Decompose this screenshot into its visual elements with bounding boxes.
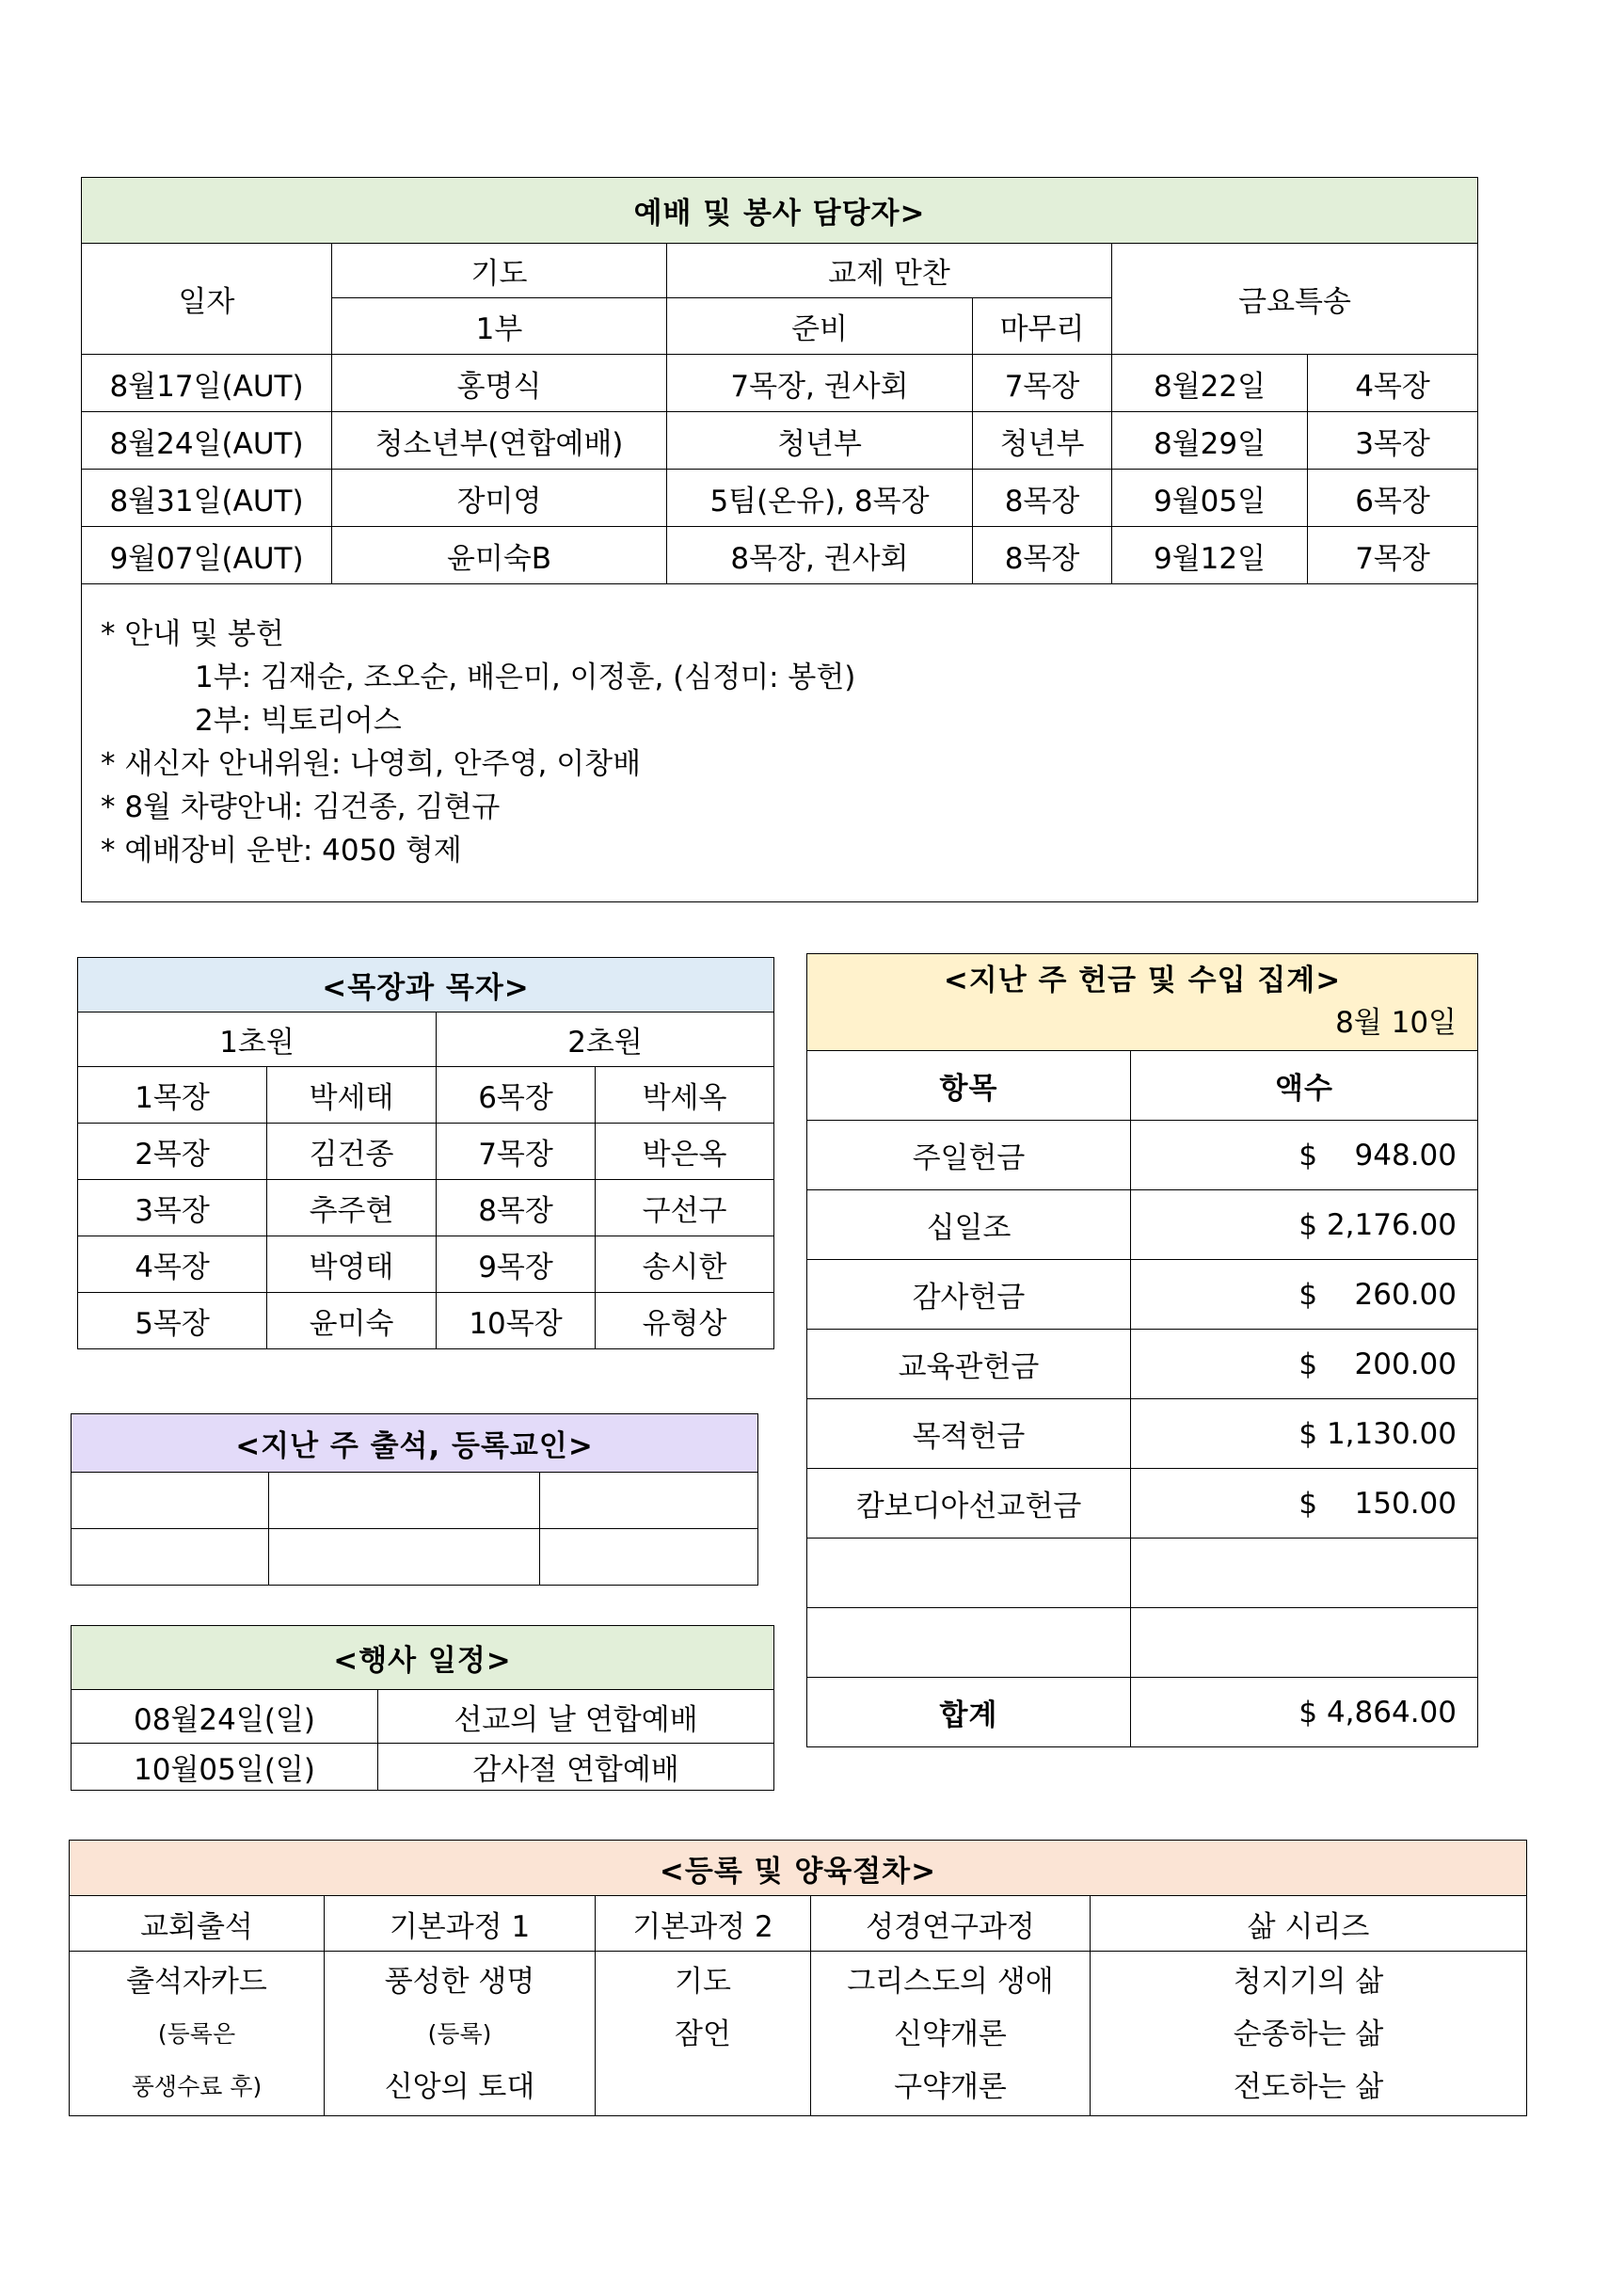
- cell: 장미영: [332, 470, 667, 527]
- offering-item: 주일헌금: [807, 1121, 1131, 1190]
- group-1: 1초원: [78, 1012, 437, 1067]
- cell: 윤미숙B: [332, 527, 667, 584]
- reg-item: 신약개론: [894, 2017, 1007, 2051]
- table-row: [807, 1469, 1478, 1539]
- cell: [540, 1529, 758, 1586]
- cell: [72, 1529, 269, 1586]
- cell: [807, 1608, 1131, 1678]
- registration-title: <등록 및 양육절차>: [70, 1841, 1527, 1896]
- table-row: [807, 1539, 1478, 1608]
- offering-item: 목적헌금: [807, 1399, 1131, 1469]
- worship-schedule-table: [81, 177, 1478, 902]
- reg-item: 청지기의 삶: [1233, 1965, 1384, 1999]
- cell: 6목장: [1308, 470, 1478, 527]
- cell: 추주현: [267, 1180, 437, 1236]
- cell: 9월07일(AUT): [82, 527, 332, 584]
- table-row: [82, 470, 1478, 527]
- reg-item: 잠언: [675, 2017, 731, 2051]
- header-finish: 마무리: [973, 298, 1112, 355]
- note-line: 2부: 빅토리어스: [195, 704, 402, 738]
- total-row: [807, 1678, 1478, 1747]
- cell: 윤미숙: [267, 1293, 437, 1349]
- table-row: [72, 1473, 758, 1529]
- cell: 7목장: [1308, 527, 1478, 584]
- table-row: [82, 412, 1478, 470]
- event-name: 감사절 연합예배: [378, 1744, 774, 1791]
- offering-item: 교육관헌금: [807, 1330, 1131, 1399]
- cell: 김건종: [267, 1124, 437, 1180]
- table-row: [807, 1399, 1478, 1469]
- reg-header: 교회출석: [70, 1896, 325, 1952]
- reg-header: 기본과정 1: [325, 1896, 596, 1952]
- reg-item: (등록은: [157, 2020, 236, 2048]
- event-name: 선교의 날 연합예배: [378, 1690, 774, 1744]
- cell: 4목장: [1308, 355, 1478, 412]
- reg-col-basic2: [596, 1952, 811, 2116]
- events-title: <행사 일정>: [72, 1626, 774, 1690]
- cell: 8목장: [437, 1180, 596, 1236]
- reg-header: 기본과정 2: [596, 1896, 811, 1952]
- note-line: * 새신자 안내위원: 나영희, 안주영, 이창배: [101, 747, 642, 781]
- cell: 9월05일: [1112, 470, 1308, 527]
- table-row: [78, 1180, 774, 1236]
- cell: 청년부: [973, 412, 1112, 470]
- cell: 7목장: [973, 355, 1112, 412]
- worship-title: 예배 및 봉사 담당자>: [82, 178, 1478, 244]
- reg-header: 삶 시리즈: [1091, 1896, 1527, 1952]
- table-row: [807, 1260, 1478, 1330]
- cell: 8목장, 권사회: [667, 527, 973, 584]
- total-value: $ 4,864.00: [1131, 1678, 1478, 1747]
- offering-table: [806, 953, 1478, 1747]
- reg-header: 성경연구과정: [811, 1896, 1091, 1952]
- cell: 8월29일: [1112, 412, 1308, 470]
- table-row: [807, 1330, 1478, 1399]
- table-row: [78, 1124, 774, 1180]
- cell: 유형상: [596, 1293, 774, 1349]
- offering-amount: $ 2,176.00: [1131, 1190, 1478, 1260]
- reg-col-life: [1091, 1952, 1527, 2116]
- note-line: 1부: 김재순, 조오순, 배은미, 이정훈, (심정미: 봉헌): [195, 661, 856, 694]
- table-row: [78, 1293, 774, 1349]
- cell: 8월22일: [1112, 355, 1308, 412]
- cell: [540, 1473, 758, 1529]
- offering-item: 감사헌금: [807, 1260, 1131, 1330]
- offering-amount: $ 150.00: [1131, 1469, 1478, 1539]
- table-row: [78, 1236, 774, 1293]
- table-row: [807, 1190, 1478, 1260]
- reg-item: 구약개론: [894, 2070, 1007, 2104]
- cell: 청년부: [667, 412, 973, 470]
- cell: [269, 1473, 540, 1529]
- cell: 8월31일(AUT): [82, 470, 332, 527]
- reg-item: 기도: [675, 1965, 731, 1999]
- cell: 홍명식: [332, 355, 667, 412]
- offering-title: <지난 주 헌금 및 수입 집계>: [943, 964, 1342, 997]
- cell: 3목장: [78, 1180, 267, 1236]
- offering-amount: $ 1,130.00: [1131, 1399, 1478, 1469]
- cell: 8목장: [973, 470, 1112, 527]
- offering-date: 8월 10일: [1335, 1006, 1457, 1040]
- table-row: [72, 1744, 774, 1791]
- table-row: [72, 1690, 774, 1744]
- reg-col-basic1: [325, 1952, 596, 2116]
- table-row: [807, 1121, 1478, 1190]
- event-date: 10월05일(일): [72, 1744, 378, 1791]
- offering-amount: $ 200.00: [1131, 1330, 1478, 1399]
- cell: 1목장: [78, 1067, 267, 1124]
- cell: 박세태: [267, 1067, 437, 1124]
- cell: 10목장: [437, 1293, 596, 1349]
- reg-item: 신앙의 토대: [384, 2070, 535, 2104]
- header-prayer-sub: 1부: [332, 298, 667, 355]
- table-row: [78, 1067, 774, 1124]
- table-row: [72, 1529, 758, 1586]
- registration-table: [69, 1840, 1527, 2116]
- event-date: 08월24일(일): [72, 1690, 378, 1744]
- cell: [807, 1539, 1131, 1608]
- offering-amount: $ 260.00: [1131, 1260, 1478, 1330]
- header-date: 일자: [82, 244, 332, 355]
- events-table: [71, 1625, 774, 1791]
- worship-notes: [82, 584, 1478, 902]
- reg-col-bible: [811, 1952, 1091, 2116]
- cell: 8목장: [973, 527, 1112, 584]
- header-prep: 준비: [667, 298, 973, 355]
- reg-item: 풍생수료 후): [131, 2073, 263, 2100]
- table-row: [82, 355, 1478, 412]
- group-2: 2초원: [437, 1012, 774, 1067]
- cell: 청소년부(연합예배): [332, 412, 667, 470]
- cell: 5팀(온유), 8목장: [667, 470, 973, 527]
- cell: 9목장: [437, 1236, 596, 1293]
- header-prayer: 기도: [332, 244, 667, 298]
- cell: 9월12일: [1112, 527, 1308, 584]
- note-line: * 예배장비 운반: 4050 형제: [101, 834, 462, 868]
- offering-item: 십일조: [807, 1190, 1131, 1260]
- reg-item: 그리스도의 생애: [847, 1965, 1054, 1999]
- cell: 8월17일(AUT): [82, 355, 332, 412]
- header-communion: 교제 만찬: [667, 244, 1112, 298]
- reg-item: (등록): [427, 2020, 492, 2048]
- total-label: 합계: [807, 1678, 1131, 1747]
- col-amount-header: 액수: [1131, 1051, 1478, 1121]
- reg-item: 전도하는 삶: [1233, 2070, 1384, 2104]
- reg-col-attendance: [70, 1952, 325, 2116]
- cell: 7목장, 권사회: [667, 355, 973, 412]
- reg-item: 출석자카드: [126, 1965, 267, 1999]
- reg-item: 풍성한 생명: [384, 1965, 535, 1999]
- cell: 박영태: [267, 1236, 437, 1293]
- cell: 7목장: [437, 1124, 596, 1180]
- cell: 구선구: [596, 1180, 774, 1236]
- note-line: * 안내 및 봉헌: [101, 617, 284, 651]
- cell: 6목장: [437, 1067, 596, 1124]
- cell: [1131, 1608, 1478, 1678]
- cell: 박세옥: [596, 1067, 774, 1124]
- cell: [1131, 1539, 1478, 1608]
- offering-header: [807, 954, 1478, 1051]
- cell: [269, 1529, 540, 1586]
- leaders-table: [77, 957, 774, 1349]
- cell: 4목장: [78, 1236, 267, 1293]
- attendance-table: [71, 1413, 758, 1586]
- attendance-title: <지난 주 출석, 등록교인>: [72, 1414, 758, 1473]
- cell: 8월24일(AUT): [82, 412, 332, 470]
- table-row: [807, 1608, 1478, 1678]
- cell: 박은옥: [596, 1124, 774, 1180]
- cell: [72, 1473, 269, 1529]
- note-line: * 8월 차량안내: 김건종, 김현규: [101, 790, 501, 824]
- reg-item: 순종하는 삶: [1233, 2017, 1384, 2051]
- leaders-title: <목장과 목자>: [78, 958, 774, 1012]
- offering-amount: $ 948.00: [1131, 1121, 1478, 1190]
- cell: 3목장: [1308, 412, 1478, 470]
- cell: 2목장: [78, 1124, 267, 1180]
- col-item-header: 항목: [807, 1051, 1131, 1121]
- header-friday-song: 금요특송: [1112, 244, 1478, 355]
- offering-item: 캄보디아선교헌금: [807, 1469, 1131, 1539]
- cell: 5목장: [78, 1293, 267, 1349]
- table-row: [82, 527, 1478, 584]
- cell: 송시한: [596, 1236, 774, 1293]
